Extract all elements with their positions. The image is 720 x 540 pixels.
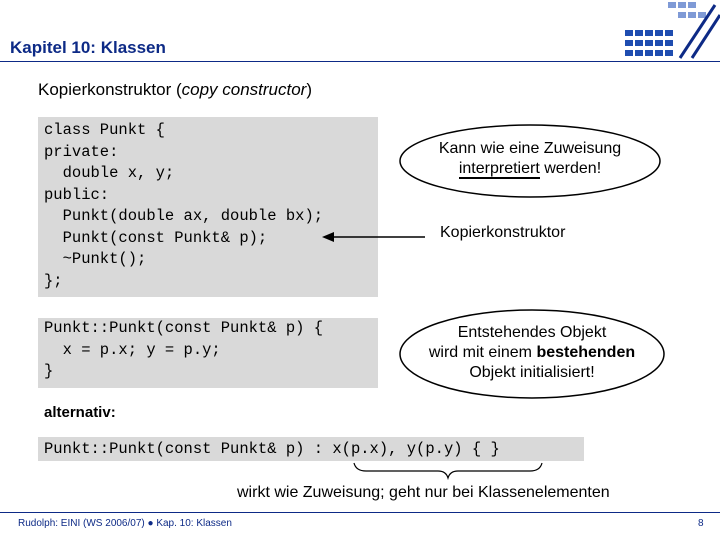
code-line: }; xyxy=(44,271,63,290)
callout-1-line-1: Kann wie eine Zuweisung xyxy=(438,140,622,157)
callout-2-line-2-start: wird mit einem xyxy=(428,344,537,361)
subtitle-italic: copy constructor xyxy=(181,80,307,99)
arrow-head-icon xyxy=(322,232,334,242)
footer-divider xyxy=(0,512,720,513)
code-line: Punkt(const Punkt& p); xyxy=(44,228,268,247)
brace-note: wirkt wie Zuweisung; geht nur bei Klassenelementen xyxy=(237,484,610,501)
code-line: Punkt(double ax, double bx); xyxy=(44,207,324,225)
code-line: class Punkt { xyxy=(44,121,165,139)
page-header-title: Kapitel 10: Klassen xyxy=(10,38,166,57)
callout-2-line-3: Objekt initialisiert! xyxy=(469,364,595,381)
callout-new-object xyxy=(400,310,664,396)
callout-2-bold-word: bestehenden xyxy=(536,344,636,361)
subtitle-main: Kopierkonstruktor ( xyxy=(38,80,182,99)
callout-1-line-2-rest: werden! xyxy=(539,160,602,177)
callout-assignment xyxy=(400,126,660,198)
callout-2-line-1: Entstehendes Objekt xyxy=(457,324,607,341)
subtitle-end: ) xyxy=(306,80,313,99)
code-line: public: xyxy=(44,185,110,204)
brace-icon xyxy=(354,463,542,478)
code-line: ~Punkt(); xyxy=(44,250,147,268)
callout-1-underlined-word: interpretiert xyxy=(458,160,540,177)
code-line: x = p.x; y = p.y; xyxy=(44,340,221,359)
arrow-label: Kopierkonstruktor xyxy=(440,224,566,241)
code-line: Punkt::Punkt(const Punkt& p) { xyxy=(44,319,324,337)
callout-1-line-2 xyxy=(400,159,660,179)
footer-course-info: Rudolph: EINI (WS 2006/07) ● Kap. 10: Klassen xyxy=(18,518,232,529)
callout-2-line-2 xyxy=(400,343,664,363)
alternative-label: alternativ: xyxy=(44,404,116,421)
code-line: double x, y; xyxy=(44,164,175,182)
initializer-list-code: Punkt::Punkt(const Punkt& p) : x(p.x), y(p.y) { } xyxy=(38,437,584,461)
code-line: } xyxy=(44,362,54,380)
page-number: 8 xyxy=(698,518,704,529)
code-line: private: xyxy=(44,142,119,161)
